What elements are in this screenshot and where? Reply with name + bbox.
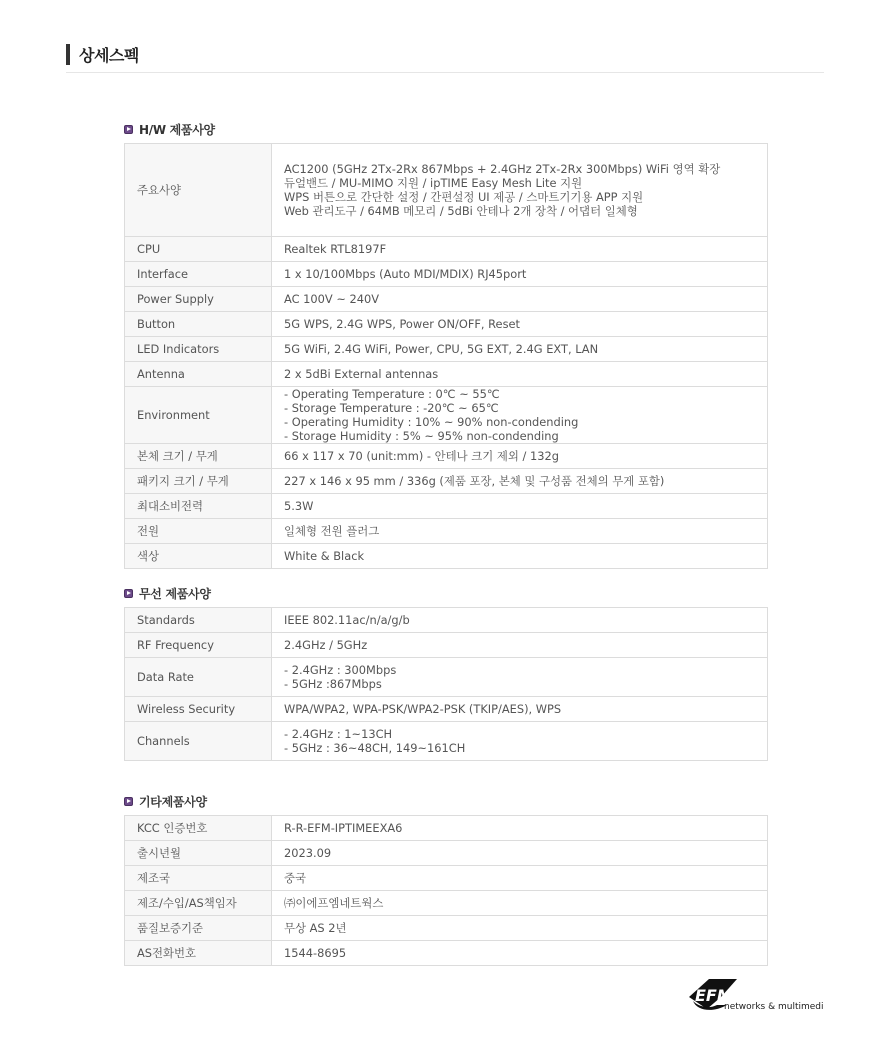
- spec-value: [272, 494, 768, 519]
- spec-value: [272, 891, 768, 916]
- spec-label: Antenna: [125, 362, 272, 387]
- spec-row: [125, 262, 768, 287]
- spec-row: [125, 337, 768, 362]
- spec-label: AS전화번호: [125, 941, 272, 966]
- spec-label: Standards: [125, 608, 272, 633]
- spec-value-line: 66 x 117 x 70 (unit:mm) - 안테나 크기 제외 / 132g: [284, 449, 559, 463]
- spec-label: 제조국: [125, 866, 272, 891]
- spec-value: [272, 519, 768, 544]
- wireless-spec-section: [124, 587, 768, 755]
- spec-value-line: 1 x 10/100Mbps (Auto MDI/MDIX) RJ45port: [284, 267, 527, 281]
- spec-value-line: ㈜이에프엠네트웍스: [284, 896, 384, 910]
- bullet-arrow-icon: [124, 125, 133, 134]
- spec-value-line: 무상 AS 2년: [284, 921, 347, 935]
- spec-value-line: AC1200 (5GHz 2Tx-2Rx 867Mbps + 2.4GHz 2Tx-2Rx 300Mbps) WiFi 영역 확장: [284, 162, 721, 176]
- spec-row: [125, 237, 768, 262]
- wireless-spec-table: [124, 607, 768, 761]
- page-title: 상세스펙: [79, 46, 139, 65]
- spec-row: [125, 633, 768, 658]
- spec-row: [125, 697, 768, 722]
- svg-text:networks & multimedia: networks & multimedia: [724, 1002, 823, 1012]
- spec-row: [125, 469, 768, 494]
- spec-value-line: - Storage Temperature : -20℃ ~ 65℃: [284, 401, 499, 415]
- section-title: 기타제품사양: [124, 795, 768, 809]
- hw-spec-table: [124, 143, 768, 569]
- spec-value: [272, 362, 768, 387]
- spec-label: 패키지 크기 / 무게: [125, 469, 272, 494]
- spec-label: 출시년월: [125, 841, 272, 866]
- spec-row: [125, 287, 768, 312]
- spec-value: [272, 144, 768, 237]
- spec-label: 본체 크기 / 무게: [125, 444, 272, 469]
- spec-value-line: Realtek RTL8197F: [284, 242, 387, 256]
- spec-value-line: 2023.09: [284, 846, 332, 860]
- spec-value-line: 일체형 전원 플러그: [284, 524, 380, 538]
- spec-row: [125, 941, 768, 966]
- spec-value-line: 2.4GHz / 5GHz: [284, 638, 368, 652]
- spec-row: [125, 544, 768, 569]
- spec-row: [125, 362, 768, 387]
- spec-row: [125, 841, 768, 866]
- efm-logo-icon: [687, 975, 823, 1015]
- spec-label: 최대소비전력: [125, 494, 272, 519]
- spec-value-line: White & Black: [284, 549, 365, 563]
- spec-value-line: - Storage Humidity : 5% ~ 95% non-condending: [284, 429, 559, 443]
- etc-spec-table: [124, 815, 768, 966]
- spec-value: [272, 608, 768, 633]
- spec-label: Channels: [125, 722, 272, 761]
- spec-value: [272, 658, 768, 697]
- spec-row: [125, 816, 768, 841]
- spec-label: Power Supply: [125, 287, 272, 312]
- bullet-arrow-icon: [124, 797, 133, 806]
- spec-value-line: 1544-8695: [284, 946, 347, 960]
- spec-value: [272, 469, 768, 494]
- spec-row: [125, 312, 768, 337]
- spec-value-line: 5.3W: [284, 499, 314, 513]
- section-title: H/W 제품사양: [124, 123, 768, 137]
- spec-value: [272, 816, 768, 841]
- spec-value-line: 중국: [284, 871, 307, 885]
- spec-value: [272, 941, 768, 966]
- efm-logo: [687, 975, 823, 1015]
- spec-value: [272, 722, 768, 761]
- spec-value-line: 5G WiFi, 2.4G WiFi, Power, CPU, 5G EXT, 2.4G EXT, LAN: [284, 342, 599, 356]
- spec-label: Environment: [125, 387, 272, 444]
- spec-value-line: 227 x 146 x 95 mm / 336g (제품 포장, 본체 및 구성품 전체의 무게 포함): [284, 474, 665, 488]
- spec-label: RF Frequency: [125, 633, 272, 658]
- spec-value-line: - 5GHz :867Mbps: [284, 677, 382, 691]
- spec-value: [272, 544, 768, 569]
- spec-value-line: 5G WPS, 2.4G WPS, Power ON/OFF, Reset: [284, 317, 520, 331]
- spec-value-line: R-R-EFM-IPTIMEEXA6: [284, 821, 403, 835]
- spec-row: [125, 387, 768, 444]
- spec-label: 품질보증기준: [125, 916, 272, 941]
- spec-label: Interface: [125, 262, 272, 287]
- title-bar-accent: [66, 44, 70, 65]
- spec-label: 주요사양: [125, 144, 272, 237]
- spec-value: [272, 287, 768, 312]
- spec-row: [125, 444, 768, 469]
- spec-value: [272, 841, 768, 866]
- spec-value: [272, 262, 768, 287]
- spec-row: [125, 722, 768, 761]
- spec-value: [272, 697, 768, 722]
- spec-label: 제조/수입/AS책임자: [125, 891, 272, 916]
- spec-label: Data Rate: [125, 658, 272, 697]
- spec-row: [125, 494, 768, 519]
- svg-text:EFM: EFM: [695, 986, 733, 1005]
- spec-value-line: 듀얼밴드 / MU-MIMO 지원 / ipTIME Easy Mesh Lite 지원: [284, 176, 583, 190]
- spec-row: [125, 916, 768, 941]
- spec-value-line: - Operating Humidity : 10% ~ 90% non-condending: [284, 415, 579, 429]
- spec-value: [272, 312, 768, 337]
- spec-value-line: - 2.4GHz : 300Mbps: [284, 663, 397, 677]
- spec-label: LED Indicators: [125, 337, 272, 362]
- spec-value-line: - 2.4GHz : 1~13CH: [284, 727, 393, 741]
- spec-value-line: Web 관리도구 / 64MB 메모리 / 5dBi 안테나 2개 장착 / 어댑터 일체형: [284, 204, 638, 218]
- section-title: 무선 제품사양: [124, 587, 768, 601]
- spec-value-line: WPS 버튼으로 간단한 설정 / 간편설정 UI 제공 / 스마트기기용 APP 지원: [284, 190, 644, 204]
- page-header: [66, 42, 824, 73]
- spec-row: [125, 866, 768, 891]
- spec-row: [125, 658, 768, 697]
- spec-value-line: AC 100V ~ 240V: [284, 292, 380, 306]
- spec-value-line: IEEE 802.11ac/n/a/g/b: [284, 613, 410, 627]
- spec-value: [272, 916, 768, 941]
- spec-value: [272, 444, 768, 469]
- spec-value: [272, 337, 768, 362]
- bullet-arrow-icon: [124, 589, 133, 598]
- spec-label: Wireless Security: [125, 697, 272, 722]
- spec-row: [125, 519, 768, 544]
- spec-value: [272, 237, 768, 262]
- spec-value: [272, 866, 768, 891]
- spec-label: 색상: [125, 544, 272, 569]
- spec-value-line: - Operating Temperature : 0℃ ~ 55℃: [284, 387, 500, 401]
- spec-label: 전원: [125, 519, 272, 544]
- spec-row: [125, 608, 768, 633]
- spec-value-line: - 5GHz : 36~48CH, 149~161CH: [284, 741, 466, 755]
- etc-spec-section: [124, 795, 768, 960]
- hw-spec-section: [124, 123, 768, 563]
- spec-label: Button: [125, 312, 272, 337]
- spec-value-line: WPA/WPA2, WPA-PSK/WPA2-PSK (TKIP/AES), WPS: [284, 702, 562, 716]
- spec-label: CPU: [125, 237, 272, 262]
- spec-value: [272, 387, 768, 444]
- spec-label: KCC 인증번호: [125, 816, 272, 841]
- spec-value-line: 2 x 5dBi External antennas: [284, 367, 439, 381]
- spec-value: [272, 633, 768, 658]
- spec-row: [125, 891, 768, 916]
- spec-row: [125, 144, 768, 237]
